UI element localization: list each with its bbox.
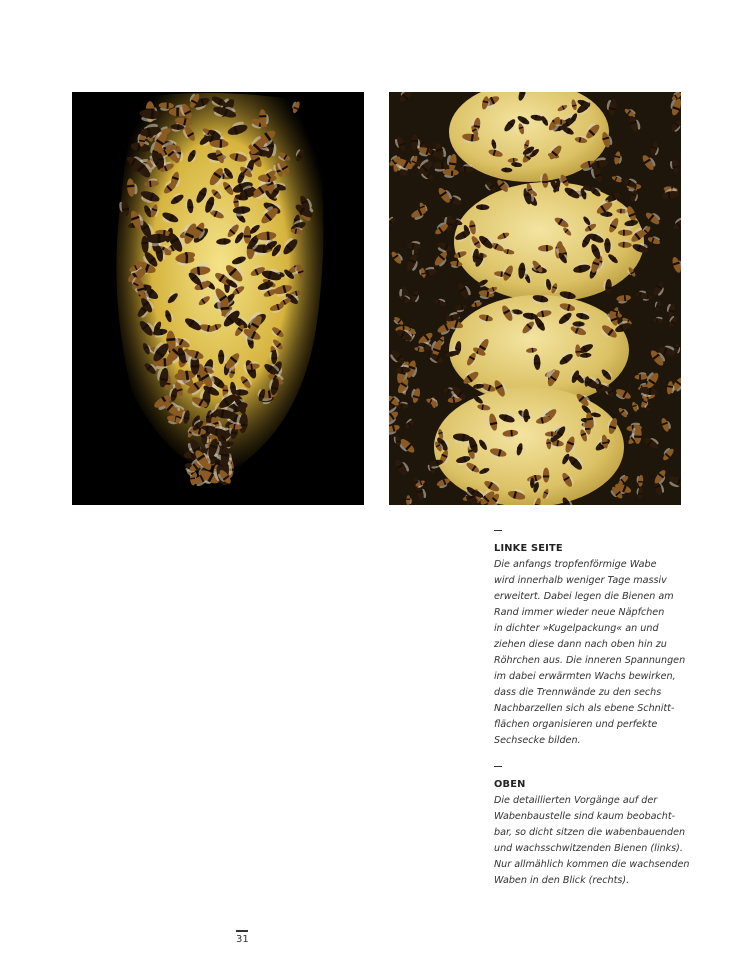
caption-line: Röhrchen aus. Die inneren Spannungen bbox=[494, 655, 686, 666]
bee-shape bbox=[643, 434, 661, 451]
caption-line: dass die Trennwände zu den sechs bbox=[494, 687, 662, 698]
honeycomb-photo-right bbox=[389, 92, 681, 505]
caption-heading: OBEN bbox=[494, 779, 526, 790]
bee-shape bbox=[647, 234, 662, 245]
bee-shape bbox=[393, 135, 406, 152]
caption-line: flächen organisieren und perfekte bbox=[494, 719, 658, 730]
bee-shape bbox=[670, 119, 681, 134]
bee-shape bbox=[635, 372, 648, 380]
bee-shape bbox=[433, 250, 451, 269]
bee-shape bbox=[390, 249, 405, 265]
bee-shape bbox=[406, 495, 412, 505]
caption-line: Die detaillierten Vorgänge auf der bbox=[494, 795, 658, 806]
bee-shape bbox=[665, 302, 676, 318]
bee-shape bbox=[389, 424, 401, 436]
caption-line: wird innerhalb weniger Tage massiv bbox=[494, 575, 667, 586]
bee-shape bbox=[641, 152, 658, 171]
caption-line: in dichter »Kugelpackung« an und bbox=[494, 623, 659, 634]
caption-top bbox=[494, 766, 694, 889]
caption-line: Waben in den Blick (rechts). bbox=[494, 875, 630, 886]
bee-shape bbox=[616, 294, 631, 304]
bee-shape bbox=[652, 316, 664, 323]
bee-shape bbox=[434, 142, 448, 161]
bee-shape bbox=[617, 406, 630, 419]
bee-cluster-photo-left bbox=[72, 92, 364, 505]
bee-shape bbox=[667, 474, 681, 490]
bee-shape bbox=[410, 290, 421, 304]
bee-shape bbox=[631, 401, 640, 412]
page-number-text: 31 bbox=[236, 933, 249, 945]
bee-shape bbox=[405, 253, 421, 273]
bee-shape bbox=[652, 280, 667, 298]
caption-line: und wachsschwitzenden Bienen (links). bbox=[494, 843, 683, 854]
caption-left-page bbox=[494, 530, 694, 749]
bee-shape bbox=[396, 92, 414, 104]
caption-line: Wabenbaustelle sind kaum beobacht- bbox=[494, 811, 676, 822]
bee-shape bbox=[470, 299, 482, 308]
bee-shape bbox=[628, 114, 642, 133]
caption-body bbox=[494, 557, 694, 749]
bee-shape bbox=[611, 174, 623, 184]
bee-shape bbox=[644, 209, 663, 227]
bee-shape bbox=[654, 300, 662, 311]
caption-line: Sechsecke bilden. bbox=[494, 735, 581, 746]
bee-shape bbox=[635, 290, 648, 298]
caption-line: Nur allmählich kommen die wachsenden bbox=[494, 859, 690, 870]
bee-shape bbox=[389, 215, 397, 227]
caption-line: erweitert. Dabei legen die Bienen am bbox=[494, 591, 674, 602]
bee-shape bbox=[393, 457, 411, 478]
bee-shape bbox=[605, 98, 618, 117]
caption-body bbox=[494, 793, 694, 889]
bee-shape bbox=[433, 297, 446, 307]
bee-shape bbox=[649, 142, 660, 157]
page-number-rule bbox=[236, 930, 248, 932]
bee-shape bbox=[407, 240, 422, 250]
bee-shape bbox=[636, 475, 644, 487]
bee-shape bbox=[392, 316, 404, 328]
bee-shape bbox=[667, 314, 679, 328]
bee-shape bbox=[411, 134, 420, 150]
bee-shape bbox=[636, 487, 644, 499]
bee-shape bbox=[459, 164, 474, 172]
caption-dash bbox=[494, 766, 502, 767]
bee-shape bbox=[660, 416, 672, 432]
page-number bbox=[236, 930, 249, 945]
caption-line: ziehen diese dann nach oben hin zu bbox=[494, 639, 667, 650]
bee-shape bbox=[409, 387, 421, 404]
bee-shape bbox=[669, 159, 679, 174]
bee-shape bbox=[671, 255, 681, 273]
bee-shape bbox=[483, 180, 497, 194]
bee-shape bbox=[660, 446, 675, 462]
bee-shape bbox=[456, 280, 473, 300]
caption-line: bar, so dicht sitzen die wabenbauenden bbox=[494, 827, 686, 838]
bee-shape bbox=[666, 381, 676, 395]
bee-shape bbox=[614, 387, 633, 402]
caption-line: Nachbarzellen sich als ebene Schnitt- bbox=[494, 703, 675, 714]
bee-shape bbox=[419, 267, 427, 278]
caption-heading: LINKE SEITE bbox=[494, 543, 563, 554]
caption-line: im dabei erwärmten Wachs bewirken, bbox=[494, 671, 676, 682]
bee-shape bbox=[454, 304, 468, 313]
bee-shape bbox=[396, 365, 410, 373]
caption-line: Die anfangs tropfenförmige Wabe bbox=[494, 559, 657, 570]
bee-shape bbox=[613, 151, 623, 166]
caption-line: Rand immer wieder neue Näpfchen bbox=[494, 607, 665, 618]
bee-shape bbox=[671, 216, 681, 232]
bee-shape bbox=[445, 153, 457, 172]
caption-dash bbox=[494, 530, 502, 531]
comb-shape bbox=[434, 387, 624, 505]
bee-shape bbox=[403, 417, 416, 429]
